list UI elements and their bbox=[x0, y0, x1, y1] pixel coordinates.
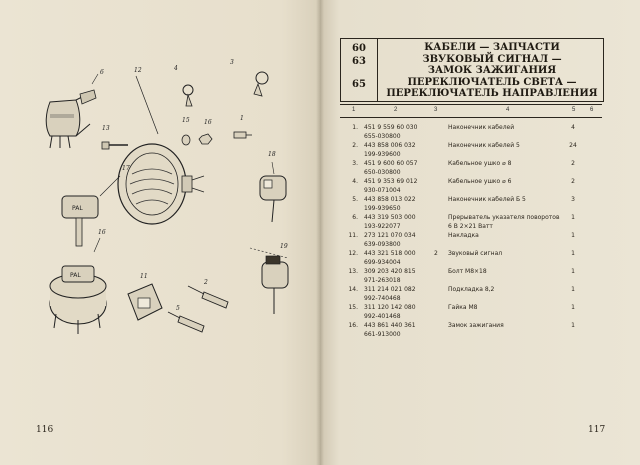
part-number bbox=[364, 232, 432, 249]
column-number: 4 bbox=[506, 107, 510, 113]
section-titles bbox=[385, 42, 599, 100]
part-name: Гайка M8 bbox=[448, 304, 478, 311]
table-row bbox=[340, 212, 602, 230]
section-title-line: КАБЕЛИ — ЗАПЧАСТИ bbox=[424, 42, 560, 53]
part-quantity: 1 bbox=[571, 232, 575, 239]
part-number-line: 199-939600 bbox=[364, 150, 401, 158]
part-number bbox=[364, 250, 432, 267]
column-number: 1 bbox=[352, 107, 356, 113]
part-quantity: 2 bbox=[571, 160, 575, 167]
part-name: Замок зажигания bbox=[448, 322, 504, 329]
row-position: 4. bbox=[352, 178, 358, 185]
part-name: Болт M8×18 bbox=[448, 268, 487, 275]
part-name: Кабельное ушко ⌀ 8 bbox=[448, 160, 512, 167]
section-title-line: ПЕРЕКЛЮЧАТЕЛЬ НАПРАВЛЕНИЯ bbox=[386, 88, 598, 99]
cable-lug-4-illustration bbox=[173, 65, 193, 106]
table-row bbox=[340, 266, 602, 284]
table-row bbox=[340, 302, 602, 320]
table-row bbox=[340, 284, 602, 302]
cable-end-2-illustration bbox=[188, 279, 228, 308]
part-name: Наконечник кабелей bbox=[448, 124, 515, 131]
nut-illustration bbox=[199, 119, 212, 144]
part-number bbox=[364, 286, 432, 303]
label-5: 5 bbox=[176, 305, 180, 312]
section-title-line: ЗАМОК ЗАЖИГАНИЯ bbox=[427, 65, 557, 76]
table-row bbox=[340, 176, 602, 194]
part-number-line: 930-071004 bbox=[364, 186, 401, 194]
part-number-line: 451 9 353 69 012 bbox=[364, 178, 418, 185]
part-name: Накладка bbox=[448, 232, 479, 239]
table-row bbox=[340, 140, 602, 158]
bolt-illustration bbox=[102, 125, 128, 149]
column-number: 2 bbox=[394, 107, 398, 113]
row-position: 15. bbox=[348, 304, 358, 311]
row-position: 5. bbox=[352, 196, 358, 203]
row-aux: 2 bbox=[434, 250, 438, 257]
part-number-line: 311 120 142 080 bbox=[364, 304, 416, 311]
part-quantity: 2 bbox=[571, 178, 575, 185]
direction-switch-illustration bbox=[250, 243, 288, 314]
label-19: 19 bbox=[280, 243, 288, 250]
section-code-63: 63 bbox=[352, 56, 366, 67]
terminal-1-illustration bbox=[234, 115, 252, 138]
part-number-line: 443 858 013 022 bbox=[364, 196, 416, 203]
part-name-line: Прерыватель указателя поворотов bbox=[448, 214, 560, 221]
part-number bbox=[364, 160, 432, 177]
part-name: Наконечник кабелей Б 5 bbox=[448, 196, 526, 203]
part-number-line: 443 321 518 000 bbox=[364, 250, 416, 257]
part-quantity: 1 bbox=[571, 304, 575, 311]
part-number bbox=[364, 196, 432, 213]
light-switch-illustration bbox=[260, 151, 286, 222]
label-18: 18 bbox=[268, 151, 276, 158]
row-position: 2. bbox=[352, 142, 358, 149]
part-number-line: 661-913000 bbox=[364, 330, 401, 338]
part-quantity: 1 bbox=[571, 322, 575, 329]
label-11: 11 bbox=[140, 273, 148, 280]
table-row bbox=[340, 320, 602, 338]
page-number-left: 116 bbox=[36, 425, 54, 435]
section-title-line: ПЕРЕКЛЮЧАТЕЛЬ СВЕТА — bbox=[407, 76, 577, 88]
table-row bbox=[340, 158, 602, 176]
section-title-line: ЗВУКОВЫЙ СИГНАЛ — bbox=[422, 53, 562, 65]
row-position: 1. bbox=[352, 124, 358, 131]
part-number-line: 309 203 420 815 bbox=[364, 268, 416, 275]
part-number-line: 443 858 006 032 bbox=[364, 142, 416, 149]
row-position: 12. bbox=[348, 250, 358, 257]
row-position: 16. bbox=[348, 322, 358, 329]
label-13: 13 bbox=[102, 125, 110, 132]
key-brand-text: PAL bbox=[72, 205, 83, 212]
table-row bbox=[340, 194, 602, 212]
part-number bbox=[364, 322, 432, 339]
label-2: 2 bbox=[204, 279, 208, 286]
part-quantity: 1 bbox=[571, 286, 575, 293]
part-quantity: 4 bbox=[571, 124, 575, 131]
part-number-line: 992-401468 bbox=[364, 312, 401, 320]
table-row bbox=[340, 230, 602, 248]
table-row bbox=[340, 122, 602, 140]
part-quantity: 1 bbox=[571, 250, 575, 257]
part-number bbox=[364, 142, 432, 159]
part-number bbox=[364, 304, 432, 321]
part-number-line: 655-030800 bbox=[364, 132, 401, 140]
part-quantity: 1 bbox=[571, 268, 575, 275]
lock-key-brand-text: PAL bbox=[70, 272, 81, 279]
flasher-relay-illustration bbox=[46, 69, 104, 148]
label-4: 4 bbox=[174, 65, 178, 72]
part-number bbox=[364, 178, 432, 195]
part-number-line: 650-030800 bbox=[364, 168, 401, 176]
part-name: Звуковый сигнал bbox=[448, 250, 503, 257]
part-number-line: 193-922077 bbox=[364, 222, 401, 230]
part-number-line: 639-093800 bbox=[364, 240, 401, 248]
part-number-line: 971-263018 bbox=[364, 276, 401, 284]
part-number-line: 273 121 070 034 bbox=[364, 232, 416, 239]
cable-lug-3-illustration bbox=[230, 59, 268, 96]
label-14: 15 bbox=[182, 117, 190, 124]
part-number-line: 311 214 021 082 bbox=[364, 286, 416, 293]
part-number-line: 199-939650 bbox=[364, 204, 401, 212]
section-header-box bbox=[340, 38, 604, 102]
section-codes bbox=[341, 39, 378, 101]
label-17: 17 bbox=[122, 165, 130, 172]
page-number-right: 117 bbox=[588, 425, 606, 435]
label-1: 1 bbox=[240, 115, 244, 122]
column-number: 3 bbox=[434, 107, 438, 113]
label-12: 12 bbox=[134, 67, 142, 74]
section-code-60: 60 bbox=[352, 43, 366, 54]
row-position: 6. bbox=[352, 214, 358, 221]
part-quantity: 1 bbox=[571, 214, 575, 221]
book-gutter bbox=[316, 0, 324, 465]
row-position: 14. bbox=[348, 286, 358, 293]
washer-illustration bbox=[182, 117, 190, 145]
part-name bbox=[448, 214, 566, 231]
table-row bbox=[340, 248, 602, 266]
row-position: 3. bbox=[352, 160, 358, 167]
part-number-line: 699-934004 bbox=[364, 258, 401, 266]
label-3: 3 bbox=[230, 59, 234, 66]
part-number bbox=[364, 268, 432, 285]
cover-plate-illustration bbox=[128, 273, 162, 320]
column-number: 6 bbox=[590, 107, 594, 113]
column-header-row bbox=[340, 104, 602, 118]
parts-exploded-diagram bbox=[28, 52, 308, 352]
part-number-line: 443 861 440 361 bbox=[364, 322, 416, 329]
part-number bbox=[364, 124, 432, 141]
part-name-line: 6 В 2×21 Ватт bbox=[448, 222, 493, 230]
column-number: 5 bbox=[572, 107, 576, 113]
label-6: 6 bbox=[100, 69, 104, 76]
part-name: Подкладка 8,2 bbox=[448, 286, 495, 293]
section-code-65: 65 bbox=[352, 79, 366, 90]
row-position: 11. bbox=[348, 232, 358, 239]
part-quantity: 24 bbox=[569, 142, 577, 149]
label-15: 16 bbox=[204, 119, 212, 126]
label-16: 16 bbox=[98, 229, 106, 236]
part-name: Наконечник кабелей 5 bbox=[448, 142, 520, 149]
cable-end-5-illustration bbox=[168, 305, 204, 332]
part-quantity: 3 bbox=[571, 196, 575, 203]
row-position: 13. bbox=[348, 268, 358, 275]
part-number-line: 451 9 559 60 030 bbox=[364, 124, 418, 131]
part-number-line: 992-740468 bbox=[364, 294, 401, 302]
horn-illustration bbox=[118, 67, 204, 224]
part-number-line: 443 319 503 000 bbox=[364, 214, 416, 221]
part-name: Кабельное ушко ⌀ 6 bbox=[448, 178, 512, 185]
part-number bbox=[364, 214, 432, 231]
part-number-line: 451 9 600 60 057 bbox=[364, 160, 418, 167]
